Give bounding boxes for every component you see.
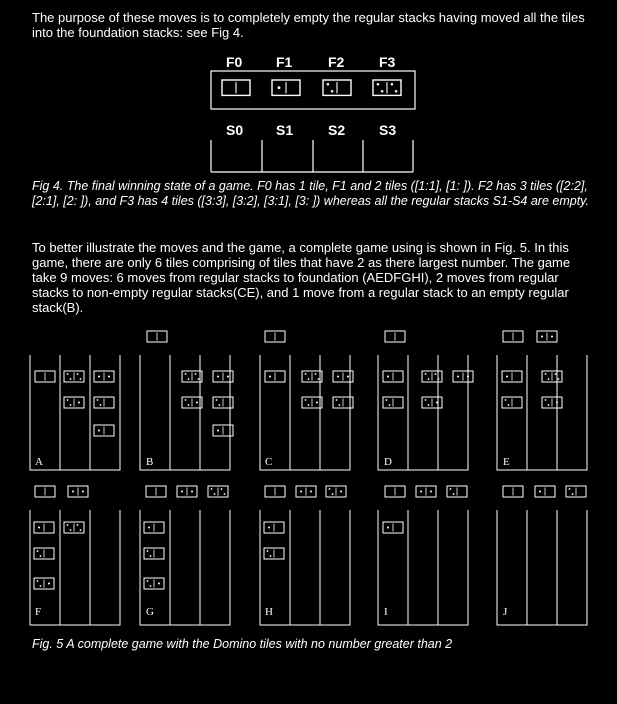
panel-label-b: B	[146, 456, 154, 468]
label-s0: S0	[226, 122, 244, 138]
intro-paragraph: The purpose of these moves is to completely empty the regular stacks having moved all the tiles into the foundation stacks: see Fig 4.	[32, 10, 585, 40]
label-f2: F2	[328, 54, 345, 70]
panel-label-c: C	[265, 456, 273, 468]
label-s1: S1	[276, 122, 294, 138]
label-s2: S2	[328, 122, 346, 138]
panel-label-h: H	[265, 606, 273, 618]
label-f3: F3	[379, 54, 396, 70]
panel-label-a: A	[35, 456, 43, 468]
panel-label-j: J	[503, 606, 508, 618]
label-f0: F0	[226, 54, 243, 70]
label-s3: S3	[379, 122, 397, 138]
foundation-box	[211, 71, 415, 109]
panel-label-f: F	[35, 606, 42, 618]
label-f1: F1	[276, 54, 293, 70]
panel-label-d: D	[384, 456, 392, 468]
body-paragraph: To better illustrate the moves and the game, a complete game using is shown in Fig. 5. In this game, there are only 6 tiles comprising of tiles that have 2 as there largest number. The game take 9 moves: 6 moves from regular stacks to foundation (AEDFGHI), 2 moves from regular stacks to non-empty regular stacks(CE), and 1 move from a regular stack to an empty regular stack(B).	[32, 240, 571, 315]
fig5-caption: Fig. 5 A complete game with the Domino tiles with no number greater than 2	[32, 637, 453, 651]
fig4-caption: Fig 4. The final winning state of a game. F0 has 1 tile, F1 and 2 tiles ([1:1], [1: ]). F2 has 3 tiles ([2:2], [2:1], [2: ]), and F3 has 4 tiles ([3:3], [3:2], [3:1], [3: ]) whereas all the regular stacks S1-S4 are empty.	[32, 179, 589, 208]
panel-label-e: E	[503, 456, 510, 468]
regular-stacks	[211, 140, 413, 172]
panel-label-g: G	[146, 606, 154, 618]
panel-label-i: I	[384, 606, 388, 618]
